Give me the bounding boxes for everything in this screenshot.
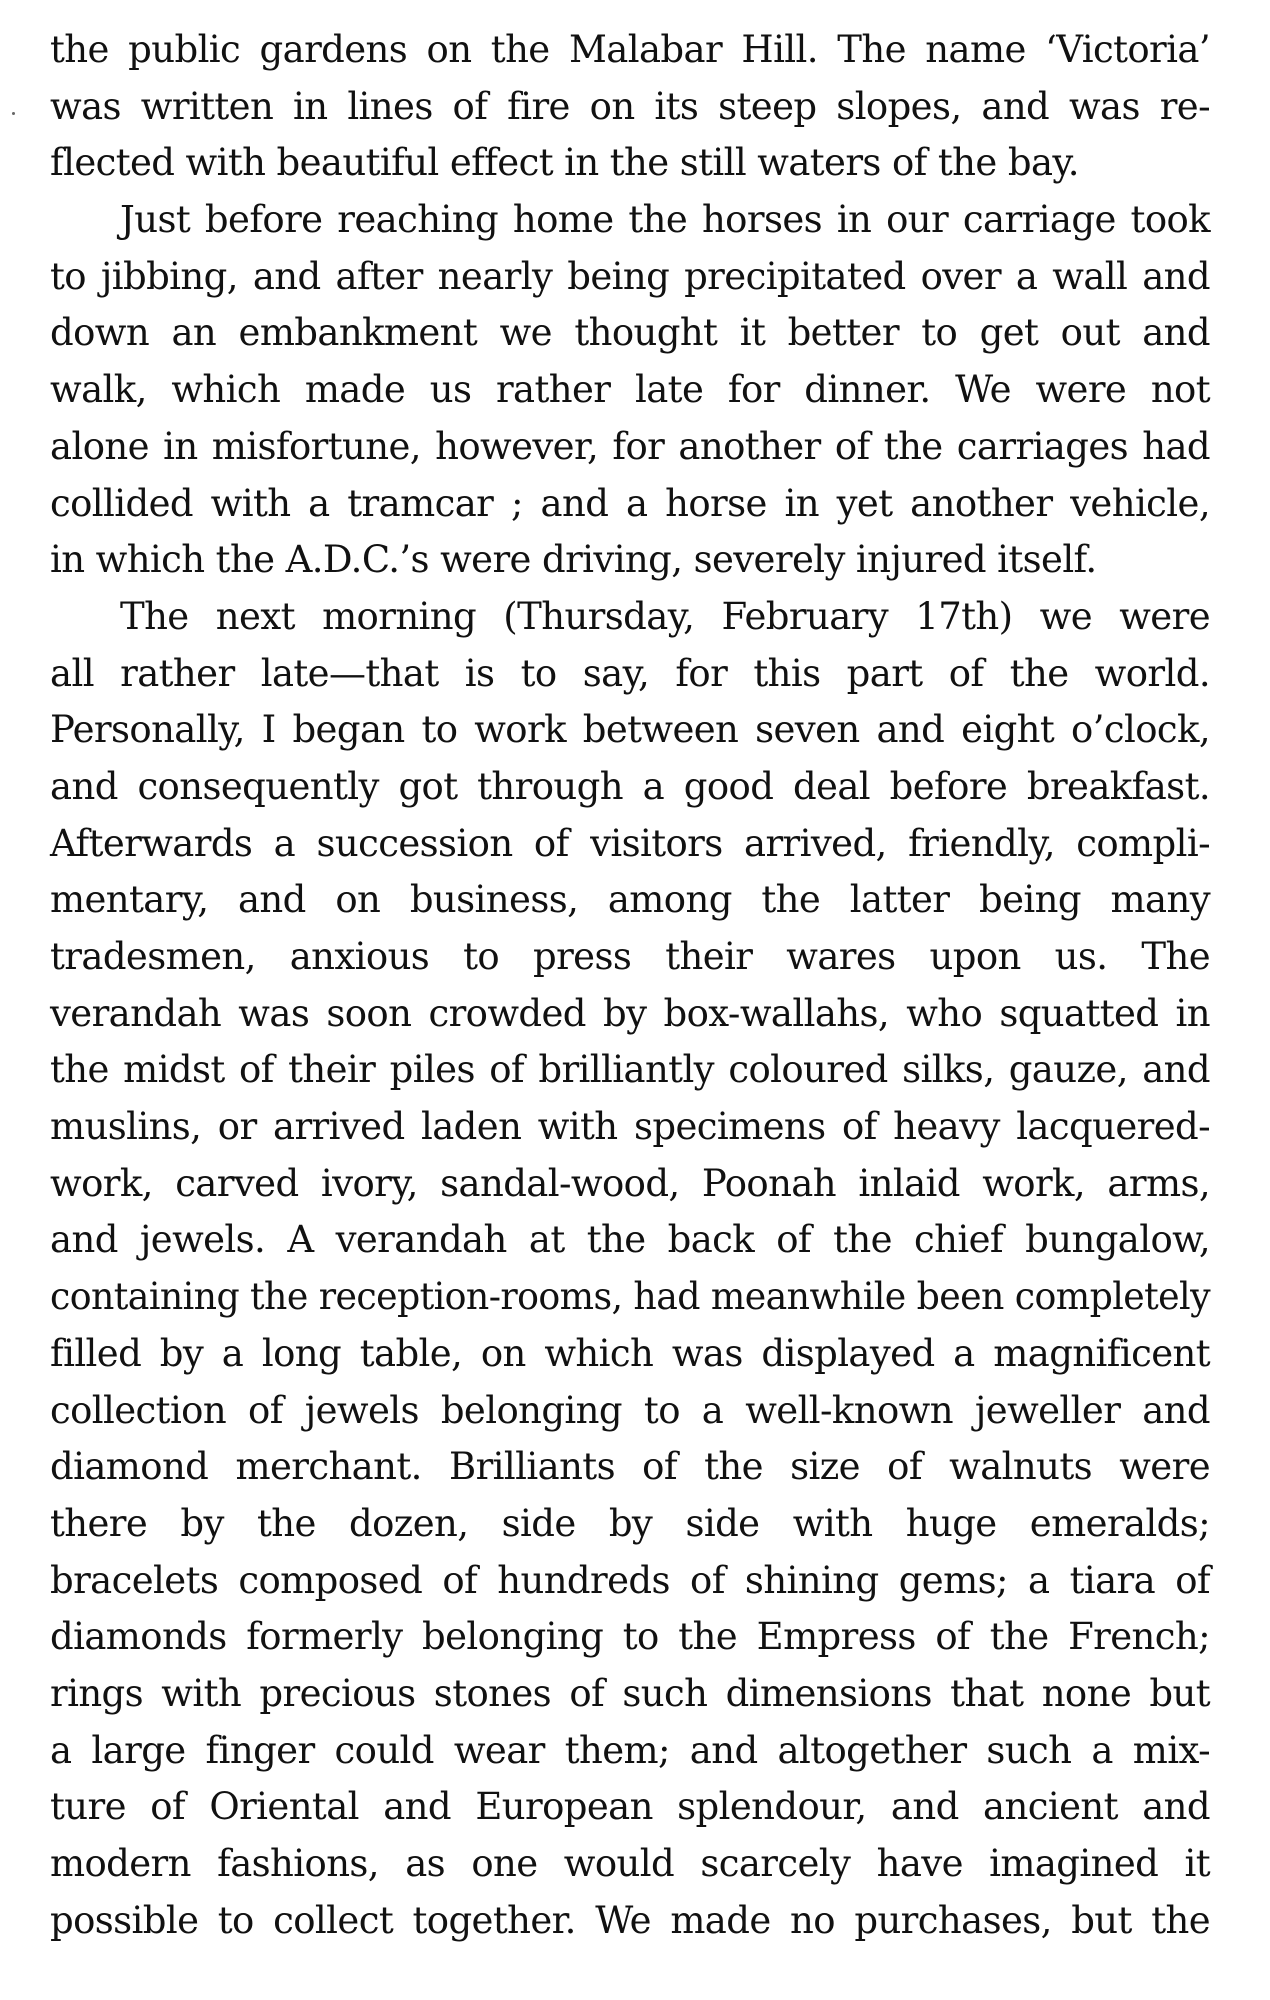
- text-line: a large finger could wear them; and altogether such a mix-: [50, 1728, 1210, 1772]
- text-line: rings with precious stones of such dimensions that none but: [50, 1671, 1210, 1715]
- text-line: muslins, or arrived laden with specimens of heavy lacquered-: [50, 1105, 1210, 1149]
- text-line: tradesmen, anxious to press their wares upon us. The: [50, 935, 1210, 978]
- text-line: Afterwards a succession of visitors arrived, friendly, compli-: [50, 821, 1210, 865]
- text-line: was written in lines of fire on its steep slopes, and was re-: [50, 84, 1210, 128]
- text-line: work, carved ivory, sandal-wood, Poonah inlaid work, arms,: [50, 1161, 1210, 1205]
- text-line: containing the reception-rooms, had meanwhile been completely: [50, 1275, 1210, 1319]
- text-line: in which the A.D.C.’s were driving, severely injured itself.: [50, 538, 1097, 582]
- book-page: [50, 22, 1210, 1949]
- text-line: diamond merchant. Brilliants of the size of walnuts were: [50, 1445, 1210, 1489]
- scan-speck: [12, 112, 15, 115]
- text-line: and jewels. A verandah at the back of the chief bungalow,: [50, 1218, 1210, 1262]
- text-line: to jibbing, and after nearly being precipitated over a wall and: [50, 254, 1210, 298]
- text-line: filled by a long table, on which was displayed a magnificent: [50, 1331, 1210, 1375]
- body-text: [50, 22, 1210, 1949]
- text-line: the midst of their piles of brilliantly coloured silks, gauze, and: [50, 1048, 1210, 1092]
- text-line: bracelets composed of hundreds of shining gems; a tiara of: [50, 1558, 1210, 1602]
- text-line: all rather late—that is to say, for this part of the world.: [50, 651, 1210, 695]
- text-line: Just before reaching home the horses in our carriage took: [120, 198, 1210, 242]
- text-line: Personally, I began to work between seven and eight o’clock,: [50, 708, 1210, 752]
- text-line: there by the dozen, side by side with huge emeralds;: [50, 1501, 1210, 1545]
- text-line: The next morning (Thursday, February 17th) we were: [120, 594, 1210, 638]
- text-line: down an embankment we thought it better to get out and: [50, 311, 1210, 355]
- text-line: verandah was soon crowded by box-wallahs, who squatted in: [50, 991, 1210, 1035]
- text-line: collided with a tramcar ; and a horse in yet another vehicle,: [50, 481, 1210, 525]
- text-line: diamonds formerly belonging to the Empress of the French;: [50, 1615, 1210, 1659]
- text-line: ture of Oriental and European splendour, and ancient and: [50, 1785, 1210, 1829]
- text-line: possible to collect together. We made no purchases, but the: [50, 1898, 1210, 1942]
- text-line: collection of jewels belonging to a well-known jeweller and: [50, 1388, 1210, 1432]
- text-line: alone in misfortune, however, for another of the carriages had: [50, 424, 1210, 468]
- text-line: mentary, and on business, among the latter being many: [50, 878, 1210, 922]
- text-line: flected with beautiful effect in the still waters of the bay.: [50, 141, 1079, 185]
- text-line: the public gardens on the Malabar Hill. The name ‘Victoria’: [50, 28, 1210, 71]
- text-line: and consequently got through a good deal before breakfast.: [50, 764, 1210, 808]
- text-line: walk, which made us rather late for dinner. We were not: [50, 368, 1210, 412]
- text-line: modern fashions, as one would scarcely have imagined it: [50, 1842, 1210, 1885]
